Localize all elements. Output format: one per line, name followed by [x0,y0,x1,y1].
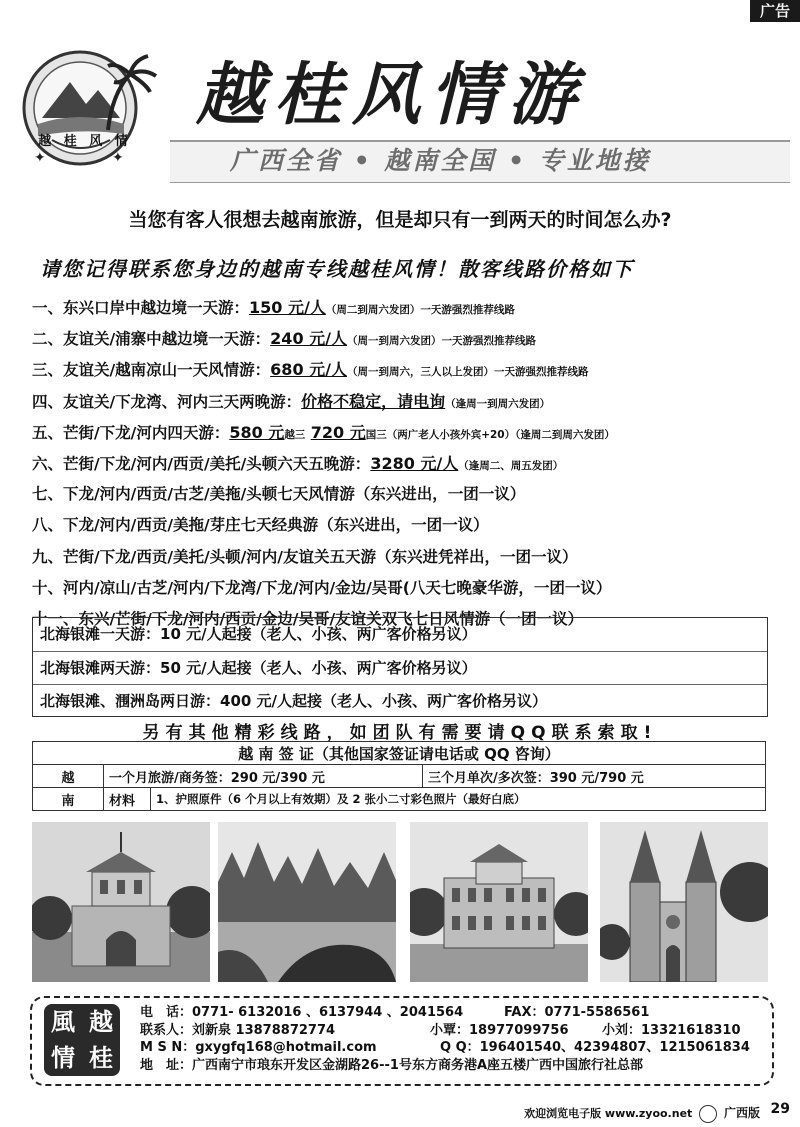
route-price: 150 元/人 [249,298,326,317]
logo-ring-text: 越 桂 风 情 [38,134,132,149]
route-price: 580 元 [229,422,285,442]
route-item [32,448,792,479]
qq-label: Q Q： [440,1040,480,1055]
brand-logo-emblem [12,44,160,168]
qq-value[interactable]: 196401540、42394807、1215061834 [479,1040,750,1055]
beihai-tours-box [32,617,768,717]
fax-label: FAX： [504,1005,545,1020]
sub-headline: 请您记得联系您身边的越南专线越桂风情！散客线路价格如下 [40,257,634,281]
beihai-tour-row: 北海银滩、涠洲岛两日游：400 元/人起接（老人、小孩、两广客价格另议） [40,692,548,710]
beihai-tour-row: 北海银滩两天游：50 元/人起接（老人、小孩、两广客价格另议） [33,652,767,686]
route-note: （周一到周六，三人以上发团）一天游强烈推荐线路 [347,366,589,379]
photo-presidential-palace [410,822,588,982]
route-label: 三、友谊关/越南凉山一天风情游： [32,361,271,380]
route-price-tag: 越三 [284,428,306,441]
visa-country-1: 越 [33,765,104,788]
footer-website[interactable]: 欢迎浏览电子版 www.zyoo.net [524,1107,693,1120]
route-item [32,292,792,323]
logo-char: 桂 [89,1043,113,1072]
contact-person-3[interactable]: 小刘：13321618310 [602,1022,741,1038]
msn-value[interactable]: gxygfq168@hotmail.com [195,1040,377,1055]
photo-friendship-pass [32,822,210,982]
route-note: （两广老人小孩外宾+20）（逢周二到周六发团） [386,428,615,441]
visa-three-month: 三个月单次/多次签：390 元/790 元 [422,765,765,788]
visa-title: 越 南 签 证（其他国家签证请电话或 QQ 咨询） [33,742,766,765]
route-price-2: 720 元 [310,422,366,442]
route-item [32,323,792,354]
ad-label: 广告 [750,0,800,22]
svg-text:✦: ✦ [34,150,46,166]
brand-title: 越桂风情游 [196,55,587,135]
visa-material-text: 1、护照原件（6 个月以上有效期）及 2 张小二寸彩色照片（最好白底） [151,788,766,811]
route-list [32,292,792,635]
route-item [32,354,792,385]
contact-info [140,1004,780,1074]
contact-address-row [140,1057,780,1075]
visa-country-2: 南 [33,788,104,811]
route-item: 七、下龙/河内/西贡/古芝/美拖/头顿七天风情游（东兴进出，一团一议） [32,485,526,504]
photo-cathedral [600,822,768,982]
footer-edition: 广西版 [723,1106,760,1120]
headline: 当您有客人很想去越南旅游，但是却只有一到两天的时间怎么办? [128,209,672,231]
person-label: 联系人： [140,1022,193,1038]
contact-msn-row [140,1039,780,1057]
route-label: 四、友谊关/下龙湾、河内三天两晚游： [32,392,302,411]
route-item: 十一、东兴/芒街/下龙/河内/西贡/金边/吴哥/友谊关双飞七日风情游（一团一议） [32,609,584,628]
route-price: 价格不稳定，请电询 [301,391,446,411]
contact-person-2[interactable]: 小覃：18977099756 [430,1022,569,1038]
logo-char: 越 [89,1007,113,1036]
msn-label: M S N： [140,1040,196,1055]
route-item [32,386,792,417]
route-item [32,417,792,448]
fax-value[interactable]: 0771-5586561 [544,1005,650,1020]
route-price-tag-2: 国三 [365,428,387,441]
logo-char: 風 [51,1007,75,1036]
route-item: 八、下龙/河内/西贡/美拖/芽庄七天经典游（东兴进出，一团一议） [32,516,489,535]
beihai-tour-row: 北海银滩一天游：10 元/人起接（老人、小孩、两广客价格另议） [33,618,767,652]
photo-halong-bay [218,822,396,982]
route-note: （逢周二、周五发团） [458,459,564,472]
route-note: （逢周一到周六发团） [445,397,551,410]
contact-person-1[interactable]: 刘新泉 13878872774 [192,1022,336,1038]
route-label: 五、芒街/下龙/河内四天游： [32,423,230,442]
photo-strip [32,822,768,982]
route-price: 3280 元/人 [370,453,459,473]
visa-one-month: 一个月旅游/商务签：290 元/390 元 [104,765,423,788]
route-item: 九、芒街/下龙/西贡/美托/头顿/河内/友谊关五天游（东兴进凭祥出，一团一议） [32,547,578,566]
svg-text:✦: ✦ [112,150,124,166]
address-label: 地 址： [140,1057,193,1073]
route-note: （周二到周六发团）一天游强烈推荐线路 [325,304,515,316]
phone-value[interactable]: 0771- 6132016 、6137944 、2041564 [192,1005,464,1020]
logo-char: 情 [51,1043,75,1072]
route-label: 六、芒街/下龙/河内/西贡/美托/头顿六天五晚游： [32,454,371,473]
address-value: 广西南宁市琅东开发区金湖路26--1号东方商务港A座五楼广西中国旅行社总部 [192,1057,644,1073]
route-label: 二、友谊关/浦寨中越边境一天游： [32,330,271,349]
phone-label: 电 话： [140,1005,193,1020]
route-price: 680 元/人 [270,360,347,380]
palm-beach-emblem-icon [12,44,160,168]
route-item: 十、河内/凉山/古芝/河内/下龙湾/下龙/河内/金边/吴哥(八天七晚豪华游，一团一议） [32,578,612,597]
contact-logo [44,1004,120,1076]
route-note: （周一到周六发团）一天游强烈推荐线路 [347,335,536,348]
other-routes-notice: 另有其他精彩线路，如团队有需要请QQ联系索取! [142,723,658,743]
route-label: 一、东兴口岸中越边境一天游： [32,299,250,317]
footer-text [524,1104,760,1123]
visa-table [32,741,766,811]
edition-badge-icon [699,1105,717,1123]
slogan-text: 广西全省 • 越南全国 • 专业地接 [230,146,651,175]
route-price: 240 元/人 [270,329,347,349]
visa-material-label: 材料 [104,788,151,811]
contact-person-row [140,1022,780,1040]
page-number: 29 [770,1101,790,1117]
contact-phone-row [140,1004,780,1022]
